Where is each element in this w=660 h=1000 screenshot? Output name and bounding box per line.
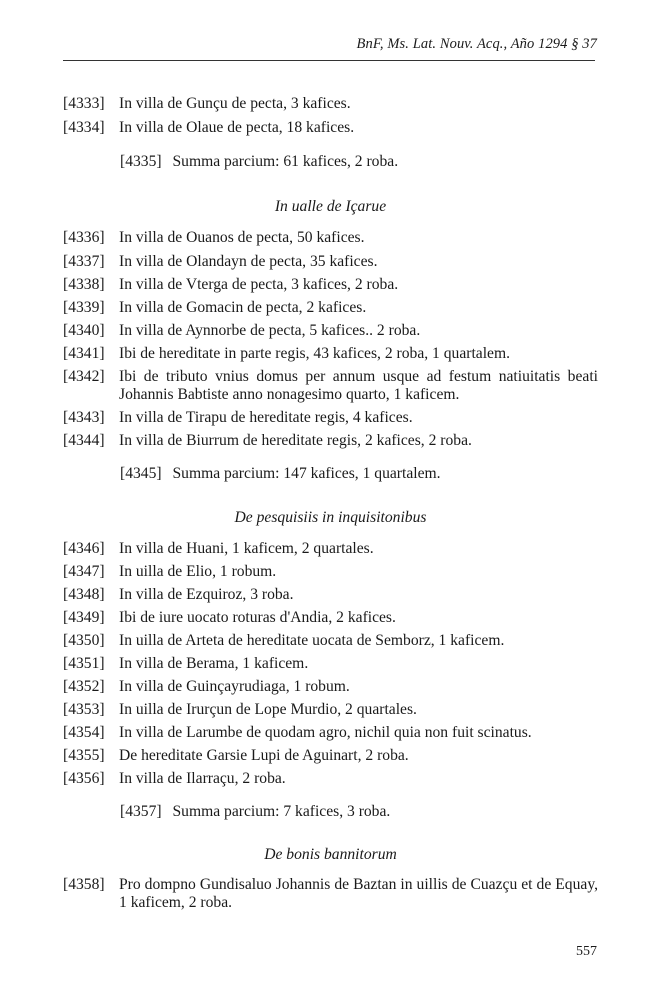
section-title: De pesquisiis in inquisitonibus — [234, 509, 427, 526]
entry-number: [4347] — [63, 563, 105, 580]
entry-text: In villa de Huani, 1 kaficem, 2 quartales. — [119, 540, 374, 557]
entry-text: In villa de Ezquiroz, 3 roba. — [119, 586, 294, 603]
entry-text: Ibi de tributo vnius domus per annum usque ad festum natiuitatis beati Johannis Babtiste anno nonagesimo quarto, 1 kaficem. — [119, 368, 598, 403]
entry — [63, 276, 598, 294]
entry-number: [4356] — [63, 770, 105, 787]
entry-text: In villa de Vterga de pecta, 3 kafices, 2 roba. — [119, 276, 399, 293]
summa-line — [120, 803, 390, 821]
entry-text: In villa de Olandayn de pecta, 35 kafices. — [119, 253, 378, 270]
entry-number: [4353] — [63, 701, 105, 718]
entry-number: [4336] — [63, 229, 105, 246]
entry — [63, 368, 598, 404]
entry-text: De hereditate Garsie Lupi de Aguinart, 2 roba. — [119, 747, 409, 764]
summa-text: Summa parcium: 61 kafices, 2 roba. — [172, 153, 399, 170]
entry-number: [4338] — [63, 276, 105, 293]
entry — [63, 586, 598, 604]
entry-text: In villa de Ouanos de pecta, 50 kafices. — [119, 229, 365, 246]
entry — [63, 632, 598, 650]
entry-text: In uilla de Elio, 1 robum. — [119, 563, 277, 580]
entry-text: In uilla de Arteta de hereditate uocata de Semborz, 1 kaficem. — [119, 632, 505, 649]
entry — [63, 678, 598, 696]
summa-text: Summa parcium: 147 kafices, 1 quartalem. — [172, 465, 441, 482]
entry — [63, 119, 598, 137]
entry-number: [4344] — [63, 432, 105, 449]
running-head: BnF, Ms. Lat. Nouv. Acq., Año 1294 § 37 — [356, 36, 597, 52]
entry — [63, 876, 598, 912]
entry-number: [4345] — [120, 465, 162, 482]
entry-text: In villa de Biurrum de hereditate regis, 2 kafices, 2 roba. — [119, 432, 472, 449]
entry-number: [4349] — [63, 609, 105, 626]
entry-text: In villa de Gunçu de pecta, 3 kafices. — [119, 95, 351, 112]
entry-text: In uilla de Irurçun de Lope Murdio, 2 quartales. — [119, 701, 417, 718]
entry — [63, 770, 598, 788]
entry-number: [4337] — [63, 253, 105, 270]
entry — [63, 701, 598, 719]
entry-number: [4351] — [63, 655, 105, 672]
entry — [63, 299, 598, 317]
entry-number: [4342] — [63, 368, 105, 385]
page-number: 557 — [576, 944, 597, 959]
entry-number: [4358] — [63, 876, 105, 893]
entry-number: [4352] — [63, 678, 105, 695]
entry-number: [4354] — [63, 724, 105, 741]
entry — [63, 229, 598, 247]
entry — [63, 609, 598, 627]
entry-text: In villa de Olaue de pecta, 18 kafices. — [119, 119, 355, 136]
entry-number: [4348] — [63, 586, 105, 603]
summa-line — [120, 153, 398, 171]
entry — [63, 432, 598, 450]
entry — [63, 253, 598, 271]
header-rule — [63, 60, 595, 61]
summa-line — [120, 465, 441, 483]
entry — [63, 345, 598, 363]
entry-number: [4335] — [120, 153, 162, 170]
entry-number: [4340] — [63, 322, 105, 339]
entry-text: In villa de Gomacin de pecta, 2 kafices. — [119, 299, 367, 316]
entry-number: [4355] — [63, 747, 105, 764]
entry-number: [4333] — [63, 95, 105, 112]
entry-number: [4343] — [63, 409, 105, 426]
entry-number: [4346] — [63, 540, 105, 557]
entry-number: [4339] — [63, 299, 105, 316]
entry-number: [4341] — [63, 345, 105, 362]
entry-number: [4334] — [63, 119, 105, 136]
entry-text: Pro dompno Gundisaluo Johannis de Baztan in uillis de Cuazçu et de Equay, 1 kaficem, 2 roba. — [119, 876, 598, 911]
entry-text: In villa de Ilarraçu, 2 roba. — [119, 770, 286, 787]
summa-text: Summa parcium: 7 kafices, 3 roba. — [172, 803, 391, 820]
entry — [63, 724, 598, 742]
entry — [63, 409, 598, 427]
entry — [63, 95, 598, 113]
section-title: De bonis bannitorum — [264, 846, 397, 863]
entry — [63, 747, 598, 765]
entry — [63, 563, 598, 581]
entry-text: Ibi de iure uocato roturas d'Andia, 2 kafices. — [119, 609, 396, 626]
entry-text: In villa de Aynnorbe de pecta, 5 kafices.. 2 roba. — [119, 322, 421, 339]
entry-text: In villa de Tirapu de hereditate regis, 4 kafices. — [119, 409, 413, 426]
entry-number: [4357] — [120, 803, 162, 820]
entry-text: In villa de Guinçayrudiaga, 1 robum. — [119, 678, 350, 695]
entry-text: In villa de Larumbe de quodam agro, nichil quia non fuit scinatus. — [119, 724, 532, 741]
entry-text: In villa de Berama, 1 kaficem. — [119, 655, 309, 672]
entry-text: Ibi de hereditate in parte regis, 43 kafices, 2 roba, 1 quartalem. — [119, 345, 510, 362]
entry-number: [4350] — [63, 632, 105, 649]
section-title: In ualle de Içarue — [274, 198, 387, 215]
entry — [63, 540, 598, 558]
entry — [63, 655, 598, 673]
entry — [63, 322, 598, 340]
